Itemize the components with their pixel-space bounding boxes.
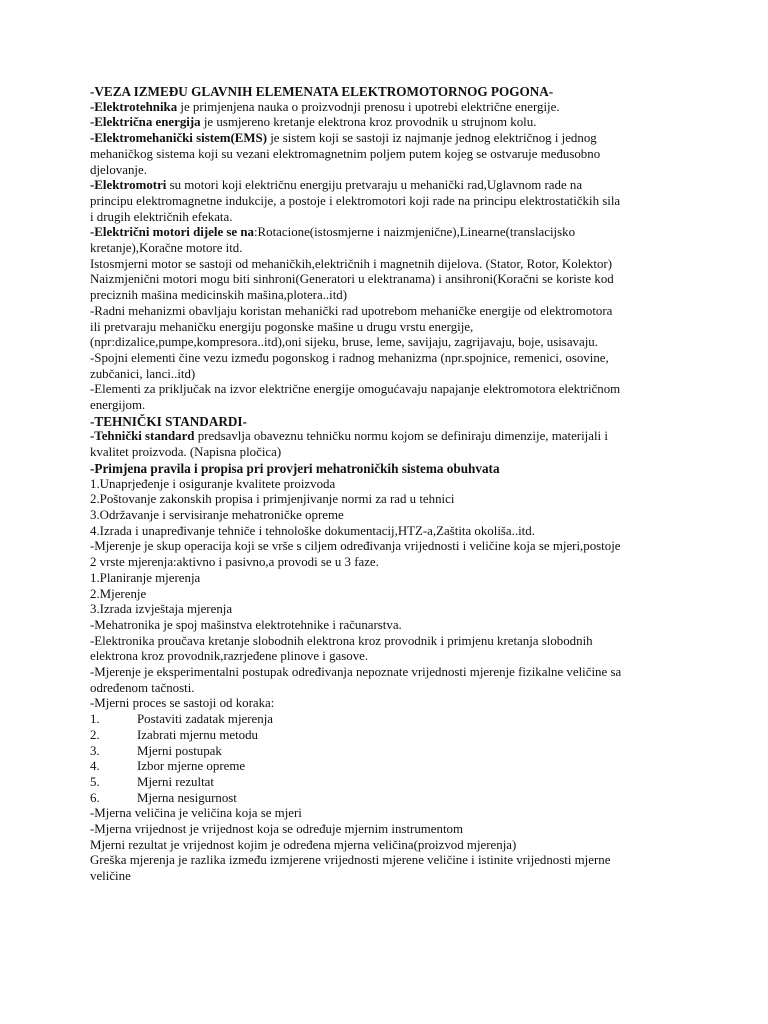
paragraph-elektromotri-line3: i drugih električnih efekata. [90, 209, 233, 224]
list-item-number: 2. [90, 727, 100, 742]
list-item: 1.Unaprjeđenje i osiguranje kvalitete proizvoda [90, 476, 336, 491]
list-item [90, 712, 682, 728]
term-tehnicki-standard: -Tehnički standard [90, 429, 195, 444]
paragraph-istosmjerni: Istosmjerni motor se sastoji od mehaničkih,električnih i magnetnih dijelova. (Stator, Rotor, Kolektor) [90, 256, 613, 271]
list-item [90, 759, 682, 775]
definition-tehnicki-standard: predsavlja obaveznu tehničku normu kojom se definiraju dimenzije, materijali i [194, 429, 608, 444]
paragraph-motori-dijele-line2: kretanje),Koračne motore itd. [90, 241, 243, 256]
paragraph-elektrotehnika [90, 100, 682, 116]
paragraph-ems-line3: djelovanje. [90, 162, 147, 177]
paragraph-mjerenje-line1: -Mjerenje je skup operacija koji se vrše s ciljem određivanja vrijednosti i veličine koja se mjeri,postoje [90, 539, 621, 554]
list-item-text: Izabrati mjernu metodu [137, 727, 258, 742]
paragraph-elektromotri [90, 178, 682, 194]
list-item-number: 4. [90, 759, 100, 774]
paragraph-radni-line3: (npr:dizalice,pumpe,kompresora..itd),oni sijeku, bruse, leme, savijaju, zagrijavaju, boje, usisavaju. [90, 335, 598, 350]
list-item-text: Postaviti zadatak mjerenja [137, 712, 274, 727]
list-item [90, 728, 682, 744]
list-item-text: Mjerna nesigurnost [137, 790, 237, 805]
list-item-text: Mjerni postupak [137, 743, 222, 758]
paragraph-mjerenje-def-line2: određenom tačnosti. [90, 680, 195, 695]
term-elektricna-energija: -Električna energija [90, 115, 201, 130]
list-item-text: Mjerni rezultat [137, 774, 214, 789]
paragraph-mehatronika: -Mehatronika je spoj mašinstva elektrotehnike i računarstva. [90, 617, 402, 632]
paragraph-ems [90, 131, 682, 147]
list-item: 3.Održavanje i servisiranje mehatroničke opreme [90, 507, 344, 522]
paragraph-elektronika-line1: -Elektronika proučava kretanje slobodnih elektrona kroz provodnik i primjenu kretanja slobodnih [90, 633, 593, 648]
term-elektromotri: -Elektromotri [90, 178, 167, 193]
definition-elektrotehnika: je primjenjena nauka o proizvodnji prenosu i upotrebi električne energije. [177, 99, 560, 114]
definition-elektromotri: su motori koji električnu energiju pretvaraju u mehanički rad,Uglavnom rade na [166, 178, 583, 193]
list-item-text: Izbor mjerne opreme [137, 759, 246, 774]
list-item: 1.Planiranje mjerenja [90, 570, 201, 585]
list-item: 2.Mjerenje [90, 586, 147, 601]
heading-tehnicki-standardi: -TEHNIČKI STANDARDI- [90, 413, 247, 429]
list-item: 3.Izrada izvještaja mjerenja [90, 602, 233, 617]
list-item-number: 6. [90, 790, 100, 805]
document-page [90, 84, 682, 885]
paragraph-prikljucak-line1: -Elementi za priključak na izvor električne energije omogućavaju napajanje elektromotora električnom [90, 382, 621, 397]
paragraph-motori-dijele [90, 225, 682, 241]
paragraph-mjerni-rezultat: Mjerni rezultat je vrijednost kojim je određena mjerna veličina(proizvod mjerenja) [90, 837, 517, 852]
paragraph-standard-line2: kvalitet proizvoda. (Napisna pločica) [90, 445, 282, 460]
definition-motori-dijele: :Rotacione(istosmjerne i naizmjenične),Linearne(translacijsko [253, 225, 576, 240]
paragraph-mjerenje-def-line1: -Mjerenje je eksperimentalni postupak određivanja nepoznate vrijednosti mjerenje fizikalne veličine sa [90, 665, 622, 680]
paragraph-naizmjenicni-line2: preciznih mašina medicinskih mašina,plotera..itd) [90, 288, 348, 303]
list-item-number: 5. [90, 774, 100, 789]
paragraph-spojni-line2: zubčanici, lanci..itd) [90, 366, 196, 381]
paragraph-elektricna-energija [90, 115, 682, 131]
paragraph-radni-line1: -Radni mehanizmi obavljaju koristan mehanički rad upotrebom mehaničke energije od elektromotora [90, 303, 613, 318]
paragraph-radni-line2: ili pretvaraju mehaničku energiju pogonske mašine u drugu vrstu energije, [90, 319, 474, 334]
term-motori-dijele: -Električni motori dijele se na [90, 225, 254, 240]
list-item: 2.Poštovanje zakonskih propisa i primjenjivanje normi za rad u tehnici [90, 492, 455, 507]
paragraph-greska-line1: Greška mjerenja je razlika između izmjerene vrijednosti mjerene veličine i istinite vrijednosti mjerne [90, 853, 611, 868]
paragraph-ems-line2: mehaničkog sistema koji su vezani elektromagnetnim poljem putem kojeg se ostvaruje međusobno [90, 146, 601, 161]
list-item [90, 744, 682, 760]
paragraph-standard [90, 429, 682, 445]
document-title: -VEZA IZMEĐU GLAVNIH ELEMENATA ELEKTROMOTORNOG POGONA- [90, 84, 554, 99]
paragraph-mjerna-vrijednost: -Mjerna vrijednost je vrijednost koja se određuje mjernim instrumentom [90, 822, 464, 837]
list-item-number: 3. [90, 743, 100, 758]
paragraph-naizmjenicni-line1: Naizmjenični motori mogu biti sinhroni(Generatori u elektranama) i ansihroni(Koračni se koriste kod [90, 272, 614, 287]
paragraph-elektronika-line2: elektrona kroz provodnik,razrjeđene plinove i gasove. [90, 649, 369, 664]
paragraph-spojni-line1: -Spojni elementi čine vezu između pogonskog i radnog mehanizma (npr.spojnice, remenici, osovine, [90, 350, 609, 365]
paragraph-mjerenje-line2: 2 vrste mjerenja:aktivno i pasivno,a provodi se u 3 faze. [90, 555, 379, 570]
paragraph-mjerni-proces: -Mjerni proces se sastoji od koraka: [90, 696, 275, 711]
list-item [90, 775, 682, 791]
heading-primjena: -Primjena pravila i propisa pri provjeri mehatroničkih sistema obuhvata [90, 460, 500, 476]
paragraph-elektromotri-line2: principu elektromagnetne indukcije, a postoje i elektromotori koji rade na principu elektrostatičkih sila [90, 193, 621, 208]
definition-ems: je sistem koji se sastoji iz najmanje jednog električnog i jednog [267, 131, 597, 146]
paragraph-prikljucak-line2: energijom. [90, 398, 146, 413]
term-elektrotehnika: -Elektrotehnika [90, 99, 178, 114]
definition-elektricna-energija: je usmjereno kretanje elektrona kroz provodnik u strujnom kolu. [200, 115, 537, 130]
paragraph-greska-line2: veličine [90, 869, 131, 884]
list-item [90, 791, 682, 807]
paragraph-mjerna-velicina: -Mjerna veličina je veličina koja se mjeri [90, 806, 302, 821]
list-item: 4.Izrada i unapređivanje tehniče i tehnološke dokumentacij,HTZ-a,Zaštita okoliša..itd. [90, 523, 535, 538]
list-item-number: 1. [90, 712, 100, 727]
term-ems: -Elektromehanički sistem(EMS) [90, 131, 267, 146]
